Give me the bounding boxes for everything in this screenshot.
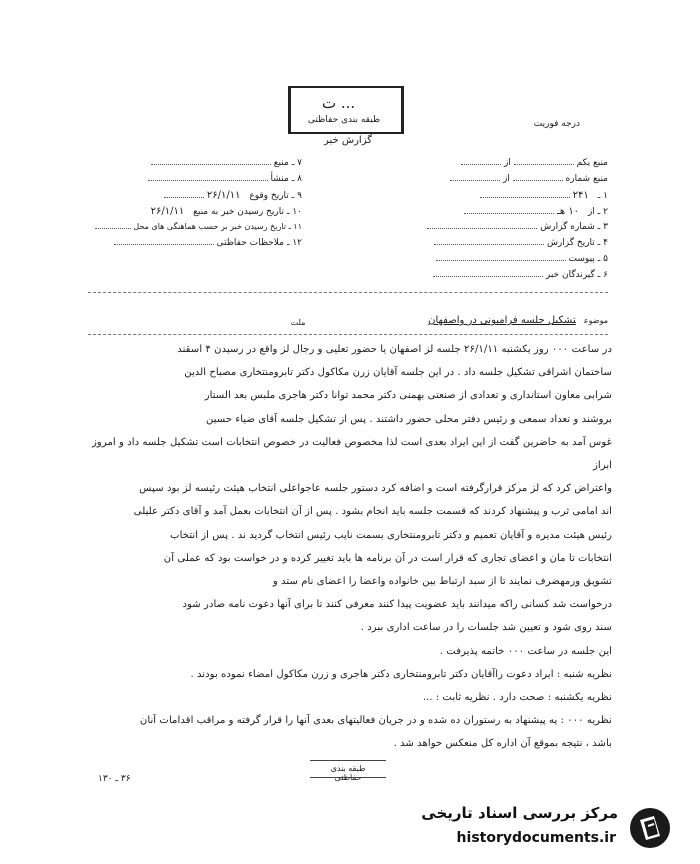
body-line: ساختمان اشراقی تشکیل جلسه داد . در این جلسه آقایان زرن مکاکول دکتر تابرومنتخاری مصباح الدین bbox=[184, 367, 612, 379]
body-line: باشد ، نتیجه بموقع آن اداره کل منعکس خواهد شد . bbox=[393, 738, 612, 750]
right-field-6: ۴ ـ تاریخ گزارش bbox=[434, 238, 608, 248]
left-field-10: ۱۰ ـ تاریخ رسیدن خبر به منبع ۲۶/۱/۱۱ bbox=[150, 206, 302, 217]
subject-line: موضوعتشکیل جلسه فرامبونی در واصفهان bbox=[428, 315, 608, 326]
body-line: بروشند و تعداد سمعی و رئیس دفتر محلی حضور داشتند . پس از تشکیل جلسه آقای ضیاء حسین bbox=[205, 413, 612, 425]
body-line: واعتراض کرد که لز مرکز قرارگرفته است و اضافه کرد دستور جلسه عاجواعلی انتخاب هیئت رئیسه لز بود سپس bbox=[139, 483, 612, 495]
divider-subject bbox=[88, 334, 608, 335]
body-line: شرابی معاون استانداری و تعدادی از صنعتی بهمنی دکتر محمد توانا دکتر هاجری ملبس بعد الستار bbox=[204, 390, 612, 402]
footer-rule-bottom bbox=[310, 777, 386, 778]
body-line: انتخابات تا مان و اعضای تجاری که قرار است در آن برنامه ها باید تغییر کرده و در خواست بود که عملی آن bbox=[163, 552, 612, 564]
right-field-5: ۳ ـ شماره گزارش bbox=[427, 222, 608, 232]
body-line: نظریه ۰۰۰ : یه پیشنهاد به رستوران ده شده و در جریان فعالیتهای بعدی آنها را قرار گرفته و مراقب اقدامات آنان bbox=[139, 715, 612, 727]
body-line: تشویق ورمهضرف نمایند تا از سبد ارتباط بین خانواده واعضا را اعضای نام ستد و bbox=[272, 576, 612, 588]
urgency-label: درجه فوریت bbox=[533, 119, 580, 129]
brand-logo-icon bbox=[628, 806, 672, 850]
report-title: گزارش خبر bbox=[324, 135, 372, 146]
right-field-2: منبع شماره از bbox=[450, 174, 608, 184]
body-line: نظریه شنبه : ایراد دعوت راآقایان دکتر تابرومنتخاری دکتر هاجری و زرن مکاکول امضاء نموده بودند . bbox=[190, 668, 612, 680]
body-line: اند امامی ثرب و پیشنهاد کردند که قسمت جلسه باید انجام بشود . پس از آن انتخابات بعمل آمد و آقای دکتر علیلی bbox=[133, 506, 612, 518]
body-line: سند روی شود و تعیین شد جلسات را در ساعت اداری ببرد . bbox=[360, 622, 612, 634]
divider-top bbox=[88, 292, 608, 293]
right-field-3: ۱ ـ ۲۴۱ bbox=[480, 190, 608, 201]
right-field-1: منبع یکم از bbox=[461, 158, 608, 168]
body-line: درخواست شد کسانی راکه میدانند باید عضویت پیدا کنند معرفی کنند تا برای آنها دعوت نامه صادر شود bbox=[182, 599, 612, 611]
left-field-7: ۷ ـ منبع bbox=[86, 158, 302, 168]
watermark-brand bbox=[414, 800, 676, 856]
left-field-12: ۱۲ ـ ملاحظات حفاظتی bbox=[86, 238, 302, 248]
right-field-4: ۲ ـ از ۱۰ هـ bbox=[464, 206, 608, 217]
body-line: رئیس هیئت مدیره و آقایان تعمیم و دکتر تابرومنتخاری بسمت نایب رئیس انتخاب گردید ند . پس از انتخاب bbox=[170, 529, 612, 541]
body-line: این جلسه در ساعت ۰۰۰ خاتمه پذیرفت . bbox=[439, 645, 612, 657]
left-field-11: ۱۱ ـ تاریخ رسیدن خبر بر حسب هماهنگی های محل bbox=[68, 222, 302, 231]
left-field-9: ۹ ـ تاریخ وقوع ۲۶/۱/۱۱ bbox=[86, 190, 302, 201]
right-field-7: ۵ ـ پیوست bbox=[436, 254, 608, 264]
classification-right: ملت bbox=[290, 318, 306, 327]
body-line: نظریه یکشنبه : صحت دارد . نظریه ثابت : ... bbox=[422, 692, 612, 704]
brand-name: مرکز بررسی اسناد تاریخی bbox=[421, 804, 618, 822]
brand-url: historydocuments.ir bbox=[456, 830, 616, 846]
footer-classification: طبقه بندی حفاظتی bbox=[330, 764, 366, 782]
page-code: ۳۶ ـ ۱۳۰ bbox=[98, 774, 131, 784]
left-field-8: ۸ ـ منشأ bbox=[86, 174, 302, 184]
stamp-code: ... ت bbox=[322, 94, 356, 112]
report-body bbox=[92, 338, 612, 756]
body-line: در ساعت ۰۰۰ روز یکشنبه ۲۶/۱/۱۱ جلسه لز اصفهان یا حضور تعلیی و رجال لز واقع در رسیدن ۴ اسقند bbox=[177, 344, 612, 355]
body-line: غوس آمد به حاضرین گفت از این ایراد بعدی است لذا مخصوص فعالیت در خصوص انتخابات است تشکیل جلسه داد و امروز ابراز bbox=[92, 436, 612, 472]
footer-rule-top bbox=[310, 760, 386, 761]
stamp-label: طبقه بندی حفاظتی bbox=[307, 115, 381, 125]
right-field-8: ۶ ـ گیرندگان خبر bbox=[433, 270, 608, 280]
